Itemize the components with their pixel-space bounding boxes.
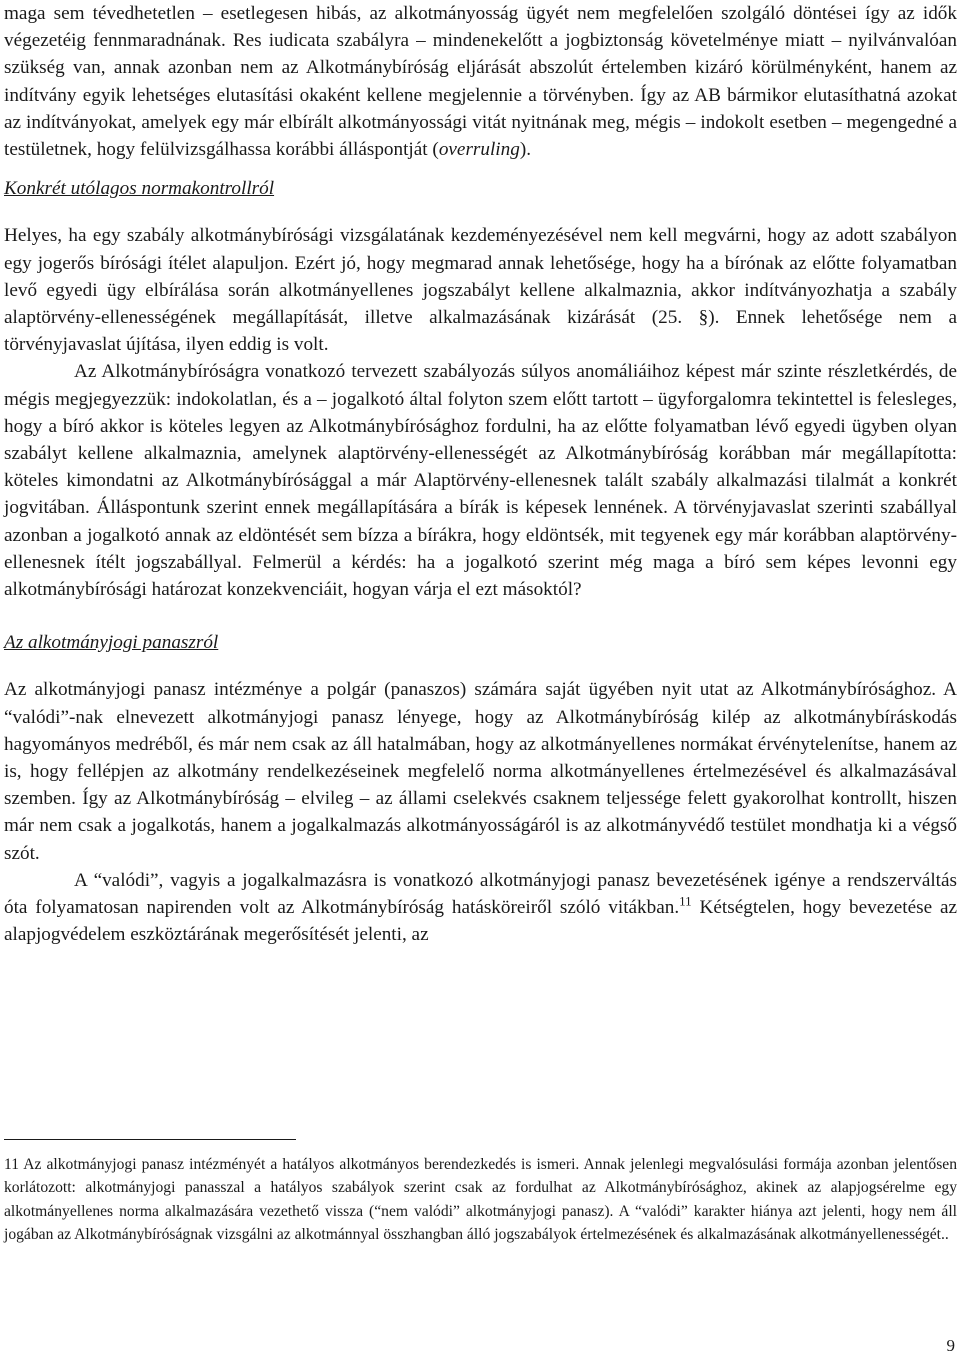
paragraph-text: A “valódi”, vagyis a jogalkalmazásra is vonatkozó alkotmányjogi panasz bevezetésének igénye a rendszerváltás óta folyamatosan napirenden volt az Alkotmánybíróság hatásköreiről szóló vitákban. — [4, 869, 957, 919]
footnote-separator — [4, 1139, 296, 1140]
paragraph-text: maga sem tévedhetetlen – esetlegesen hibás, az alkotmányosság ügyét nem megfelelően szolgáló döntései így az idők végezetéig fennmaradnának. Res iudicata szabályra – mindenekelőtt a jogbiztonság követelménye miatt – nyilvánvalóan szükség van, annak azonban nem az Alkotmánybíróság eljárását abszolút értelemben kizáró körülményként, hanem az indítvány egyik lehetséges elutasítási okaként kellene megjelennie a törvényben. Így az AB bármikor elutasíthatná azokat az indítványokat, amelyek egy már elbírált alkotmányossági vitát nyitnának meg, mégis – indokolt esetben – megengedné a testületnek, hogy felülvizsgálhassa korábbi álláspontját ( — [4, 3, 957, 161]
paragraph — [4, 867, 957, 949]
paragraph — [4, 0, 957, 163]
paragraph: Az alkotmányjogi panasz intézménye a polgár (panaszos) számára saját ügyében nyit utat az Alkotmánybírósághoz. A “valódi”-nak elnevezett alkotmányjogi panasz lényege, hogy az Alkotmánybíróság kilép az alkotmánybíráskodás hagyományos medréből, és már nem csak az áll hatalmában, hogy az alkotmányellenes normákat érvénytelenítse, hanem az is, hogy fellépjen az alkotmány rendelkezéseinek megfelelő norma alkotmányellenes értelmezésével és alkalmazásával szemben. Így az Alkotmánybíróság – elvileg – az állami cselekvés csaknem teljessége felett gyakorolhat kontrollt, hiszen már nem csak a jogalkotás, hanem a jogalkalmazás alkotmányosságáról is az alkotmányvédő testület mondhatja ki a végső szót. — [4, 679, 957, 864]
paragraph-text: ). — [519, 139, 532, 161]
footnote-reference[interactable]: 11 — [679, 893, 692, 909]
paragraph-text: Kétségtelen, hogy bevezetése az alapjogvédelem eszköztárának megerősítését jelenti, az — [4, 897, 957, 946]
footnote-number: 11 — [4, 1156, 20, 1173]
italic-term: overruling — [438, 139, 520, 161]
paragraph: Helyes, ha egy szabály alkotmánybírósági vizsgálatának kezdeményezésével nem kell megvárni, hogy az adott szabályon egy jogerős bírósági ítélet alapuljon. Ezért jó, hogy megmarad annak lehetősége, hogy ha a bírónak az előtte folyamatban levő egyedi ügy elbírálása során alkotmányellenes jogszabályt kellene alkalmaznia, akkor indítványozhatja a szabály alaptörvény-ellenességének megállapítását, illetve alkalmazásának kizárását (25. §). Ennek lehetősége nem a törvényjavaslat újítása, ilyen eddig is volt. — [4, 225, 957, 356]
page-number: 9 — [946, 1336, 955, 1355]
document-page — [4, 0, 957, 949]
footnote — [4, 1153, 957, 1247]
paragraph: Az Alkotmánybíróságra vonatkozó tervezett szabályozás súlyos anomáliáihoz képest már szinte részletkérdés, de mégis megjegyezzük: indokolatlan, és a – jogalkotó által folyton szem előtt tartott – ügyforgalomra tekintettel is felesleges, hogy a bíró akkor is köteles legyen az Alkotmánybírósághoz fordulni, ha az előtte folyamatban lévő egyedi ügyben olyan szabályt kellene alkalmaznia, amelynek alaptörvény-ellenességét az Alkotmánybíróság korábban már megállapította: köteles kimondatni az Alkotmánybírósággal a már Alaptörvény-ellenesnek talált szabály alkalmazási tilalmát a konkrét jogvitában. Álláspontunk szerint ennek megállapítására a bírák is képesek lennének. A törvényjavaslat szerinti szabállyal azonban a jogalkotó annak az eldöntését sem bízza a bírákra, hogy eldöntsék, mit tegyenek egy már korábban alaptörvény-ellenesnek ítélt jogszabállyal. Felmerül a kérdés: ha a jogalkotó szerint még maga a bíró sem képes levonni egy alkotmánybírósági határozat konzekvenciáit, hogyan várja el ezt másoktól? — [4, 361, 957, 601]
section-heading: Az alkotmányjogi panaszról — [4, 632, 219, 654]
section-heading: Konkrét utólagos normakontrollról — [4, 178, 275, 200]
footnote-text: Az alkotmányjogi panasz intézményét a hatályos alkotmányos berendezkedés is ismeri. Annak jelenlegi megvalósulási formája azonban jelentősen korlátozott: alkotmányjogi panasszal a hatályos szabályok szerint csak az fordulhat az Alkotmánybírósághoz, akinek az alapjogsérelme egy alkotmányellenes norma alkalmazására vezethető vissza (“nem valódi” alkotmányjogi panasz). A “valódi” karakter hiánya azt jelenti, hogy nem áll jogában az Alkotmánybíróságnak vizsgálni az alkotmánnyal összhangban álló jogszabályok értelmezésének és alkalmazásának alkotmányellenességét.. — [4, 1156, 957, 1244]
